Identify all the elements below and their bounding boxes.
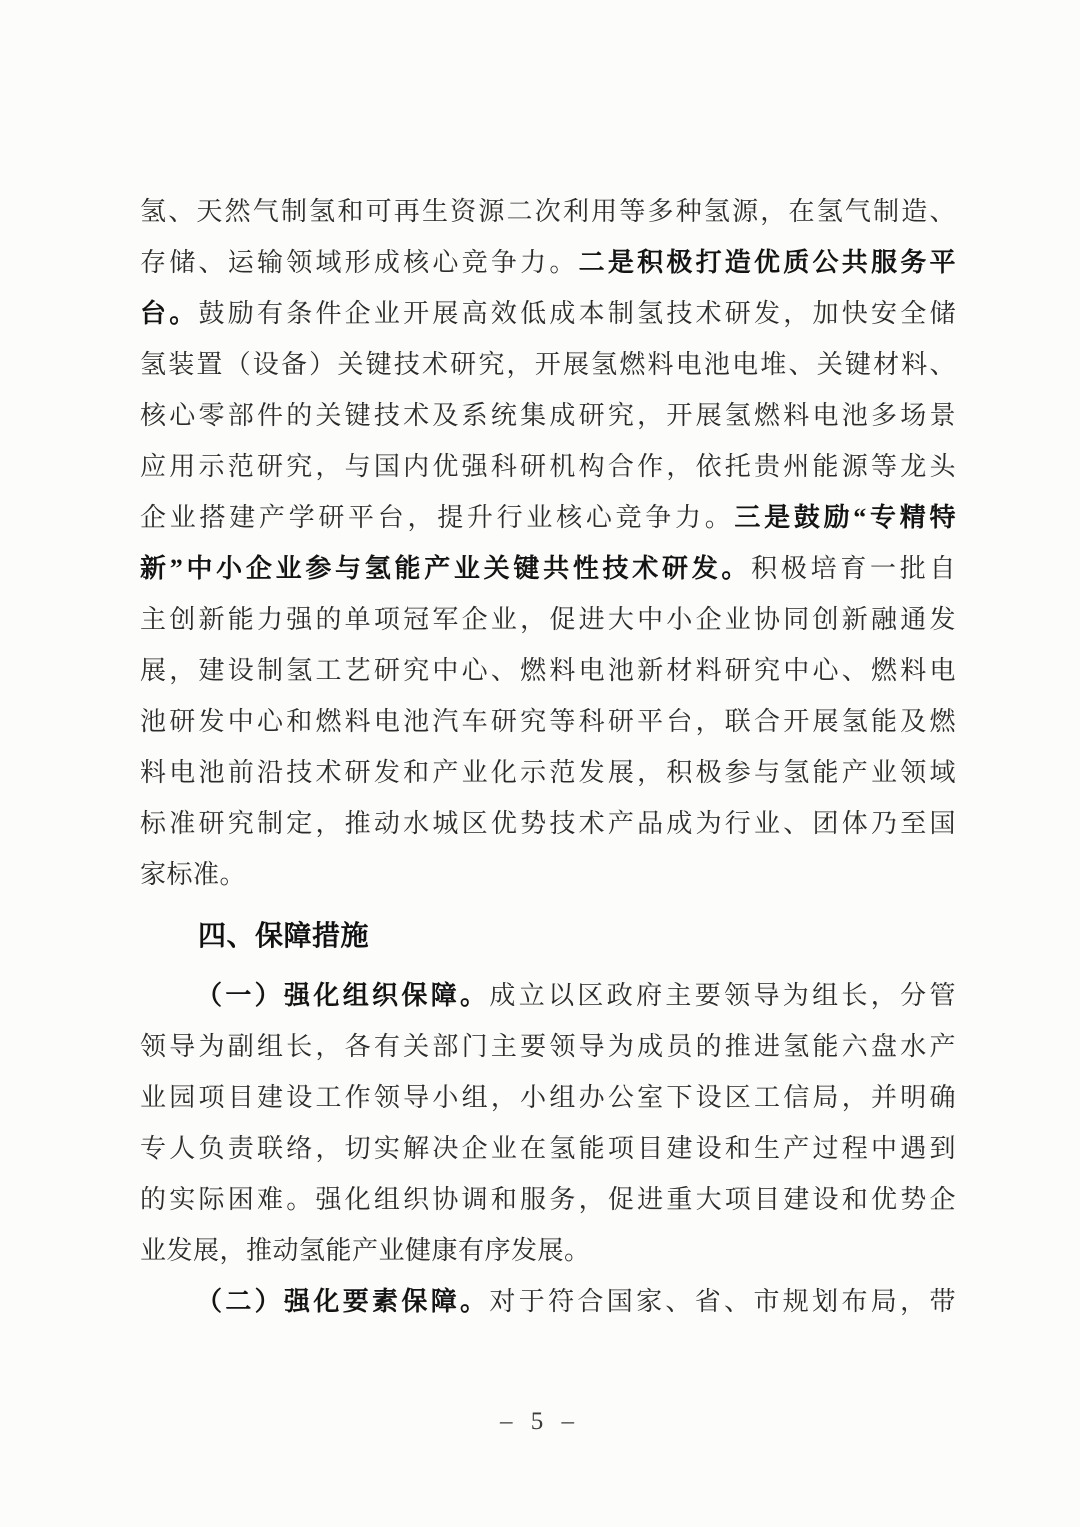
text-run: 标准研究制定，推动水城区优势技术产品成为行业、团体乃至国 bbox=[140, 809, 956, 838]
text-line bbox=[140, 645, 956, 696]
text-line bbox=[140, 849, 956, 900]
text-line bbox=[140, 186, 956, 237]
text-line bbox=[140, 594, 956, 645]
text-line bbox=[140, 1276, 956, 1327]
text-line bbox=[140, 288, 956, 339]
text-line bbox=[140, 1174, 956, 1225]
text-line bbox=[140, 696, 956, 747]
text-run: 料电池前沿技术研发和产业化示范发展，积极参与氢能产业领域 bbox=[140, 758, 956, 787]
text-line bbox=[140, 1123, 956, 1174]
text-run: 业发展，推动氢能产业健康有序发展。 bbox=[140, 1236, 591, 1265]
text-run: 家标准。 bbox=[140, 860, 247, 889]
text-run: 展，建设制氢工艺研究中心、燃料电池新材料研究中心、燃料电 bbox=[140, 656, 956, 685]
text-line bbox=[140, 237, 956, 288]
text-run: 企业搭建产学研平台，提升行业核心竞争力。 bbox=[140, 503, 735, 532]
text-line bbox=[140, 543, 956, 594]
text-line bbox=[140, 1021, 956, 1072]
emphasis-run: 新”中小企业参与氢能产业关键共性技术研发。 bbox=[140, 554, 752, 583]
text-run: 积极培育一批自 bbox=[751, 554, 956, 583]
text-run: 对于符合国家、省、市规划布局，带 bbox=[489, 1287, 956, 1316]
text-run: 主创新能力强的单项冠军企业，促进大中小企业协同创新融通发 bbox=[140, 605, 956, 634]
emphasis-run: 三是鼓励“专精特 bbox=[734, 503, 956, 532]
text-run: 氢、天然气制氢和可再生资源二次利用等多种氢源，在氢气制造、 bbox=[140, 197, 956, 226]
text-line bbox=[140, 970, 956, 1021]
page-number: – 5 – bbox=[500, 1408, 580, 1435]
text-line bbox=[140, 441, 956, 492]
text-run: 氢装置（设备）关键技术研究，开展氢燃料电池电堆、关键材料、 bbox=[140, 350, 956, 379]
text-run: 鼓励有条件企业开展高效低成本制氢技术研发，加快安全储 bbox=[198, 299, 956, 328]
text-run: 专人负责联络，切实解决企业在氢能项目建设和生产过程中遇到 bbox=[140, 1134, 956, 1163]
text-line bbox=[140, 747, 956, 798]
text-run: 成立以区政府主要领导为组长，分管 bbox=[489, 981, 956, 1010]
text-line bbox=[140, 339, 956, 390]
text-line bbox=[140, 390, 956, 441]
text-run: 业园项目建设工作领导小组，小组办公室下设区工信局，并明确 bbox=[140, 1083, 956, 1112]
text-line bbox=[140, 1072, 956, 1123]
text-run: 池研发中心和燃料电池汽车研究等科研平台，联合开展氢能及燃 bbox=[140, 707, 956, 736]
text-line bbox=[140, 798, 956, 849]
text-run: 核心零部件的关键技术及系统集成研究，开展氢燃料电池多场景 bbox=[140, 401, 956, 430]
text-run: 的实际困难。强化组织协调和服务，促进重大项目建设和优势企 bbox=[140, 1185, 956, 1214]
document-body bbox=[140, 186, 956, 1327]
text-run: 领导为副组长，各有关部门主要领导为成员的推进氢能六盘水产 bbox=[140, 1032, 956, 1061]
text-run: 应用示范研究，与国内优强科研机构合作，依托贵州能源等龙头 bbox=[140, 452, 956, 481]
emphasis-run: （一）强化组织保障。 bbox=[196, 981, 490, 1010]
section-heading: 四、保障措施 bbox=[198, 920, 370, 951]
emphasis-run: 台。 bbox=[140, 299, 199, 328]
emphasis-run: （二）强化要素保障。 bbox=[196, 1287, 490, 1316]
text-run: 存储、运输领域形成核心竞争力。 bbox=[140, 248, 579, 277]
text-line bbox=[140, 1225, 956, 1276]
emphasis-run: 二是积极打造优质公共服务平 bbox=[578, 248, 956, 277]
text-line bbox=[140, 492, 956, 543]
